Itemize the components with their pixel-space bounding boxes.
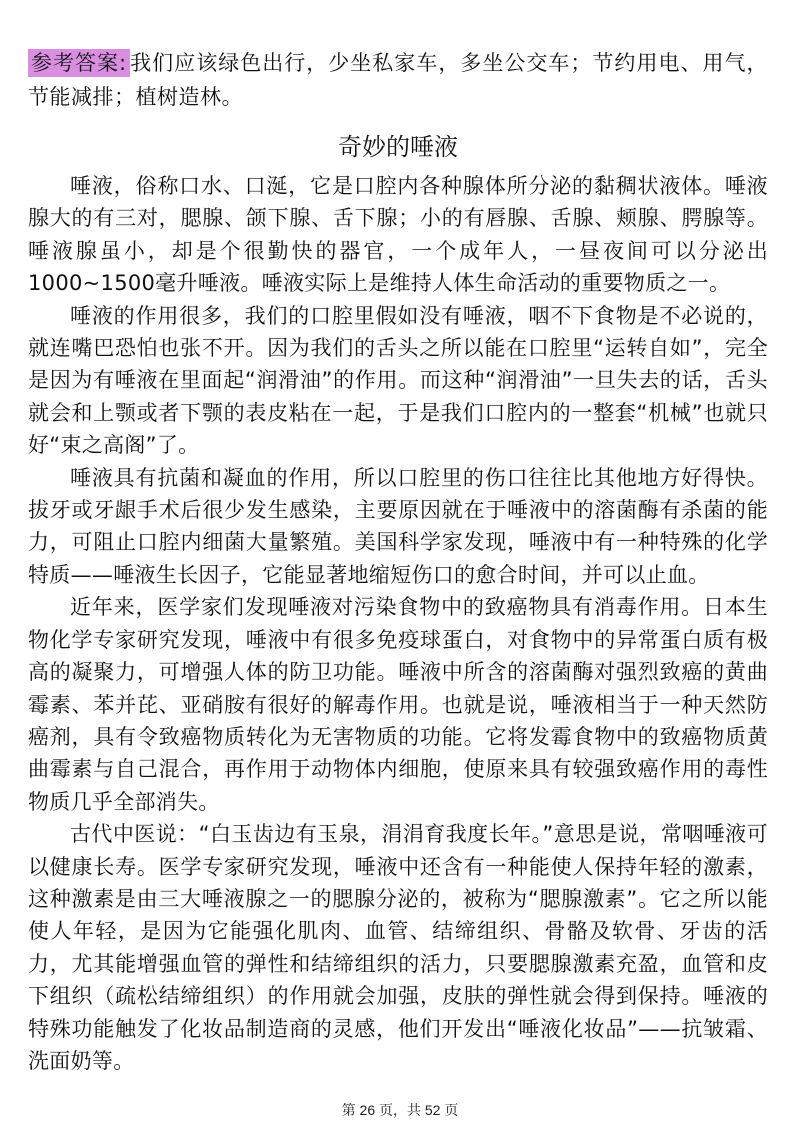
article-paragraph-5: 古代中医说：“白玉齿边有玉泉，涓涓育我度长年。”意思是说，常咽唾液可以健康长寿。医学专家研究发现，唾液中还含有一种能使人保持年轻的激素，这种激素是由三大唾液腺之一的腮腺分泌的，被称为“腮腺激素”。它之所以能使人年轻，是因为它能强化肌肉、血管、结缔组织、骨骼及软骨、牙齿的活力，尤其能增强血管的弹性和结缔组织的活力，只要腮腺激素充盈，血管和皮下组织（疏松结缔组织）的作用就会加强，皮肤的弹性就会得到保持。唾液的特殊功能触发了化妆品制造商的灵感，他们开发出“唾液化妆品”——抗皱霜、洗面奶等。 <box>28 822 768 1073</box>
article-paragraph-3: 唾液具有抗菌和凝血的作用，所以口腔里的伤口往往比其他地方好得快。拔牙或牙龈手术后很少发生感染，主要原因就在于唾液中的溶菌酶有杀菌的能力，可阻止口腔内细菌大量繁殖。美国科学家发现，唾液中有一种特殊的化学特质——唾液生长因子，它能显著地缩短伤口的愈合时间，并可以止血。 <box>28 465 768 587</box>
article-paragraph-2: 唾液的作用很多，我们的口腔里假如没有唾液，咽不下食物是不必说的，就连嘴巴恐怕也张不开。因为我们的舌头之所以能在口腔里“运转自如”，完全是因为有唾液在里面起“润滑油”的作用。而这种“润滑油”一旦失去的话，舌头就会和上颚或者下颚的表皮粘在一起，于是我们口腔内的一整套“机械”也就只好“束之高阁”了。 <box>28 303 768 458</box>
article-paragraph-4: 近年来，医学家们发现唾液对污染食物中的致癌物具有消毒作用。日本生物化学专家研究发现，唾液中有很多免疫球蛋白，对食物中的异常蛋白质有极高的凝聚力，可增强人体的防卫功能。唾液中所含的溶菌酶对强烈致癌的黄曲霉素、苯并芘、亚硝胺有很好的解毒作用。也就是说，唾液相当于一种天然防癌剂，具有令致癌物质转化为无害物质的功能。它将发霉食物中的致癌物质黄曲霉素与自己混合，再作用于动物体内细胞，使原来具有较强致癌作用的毒性物质几乎全部消失。 <box>28 595 768 814</box>
article-paragraph-1: 唾液，俗称口水、口涎，它是口腔内各种腺体所分泌的黏稠状液体。唾液腺大的有三对，腮腺、颌下腺、舌下腺；小的有唇腺、舌腺、颊腺、腭腺等。唾液腺虽小，却是个很勤快的器官，一个成年人，一昼夜间可以分泌出1000~1500毫升唾液。唾液实际上是维持人体生命活动的重要物质之一。 <box>28 174 768 296</box>
page-content <box>28 46 768 1077</box>
page-footer: 第 26 页，共 52 页 <box>341 1102 459 1118</box>
answer-label: 参考答案: <box>28 49 130 77</box>
answer-text: 我们应该绿色出行，少坐私家车，多坐公交车；节约用电、用气，节能减排；植树造林。 <box>28 51 769 109</box>
reference-answer <box>28 46 768 114</box>
article-title: 奇妙的唾液 <box>338 133 458 161</box>
